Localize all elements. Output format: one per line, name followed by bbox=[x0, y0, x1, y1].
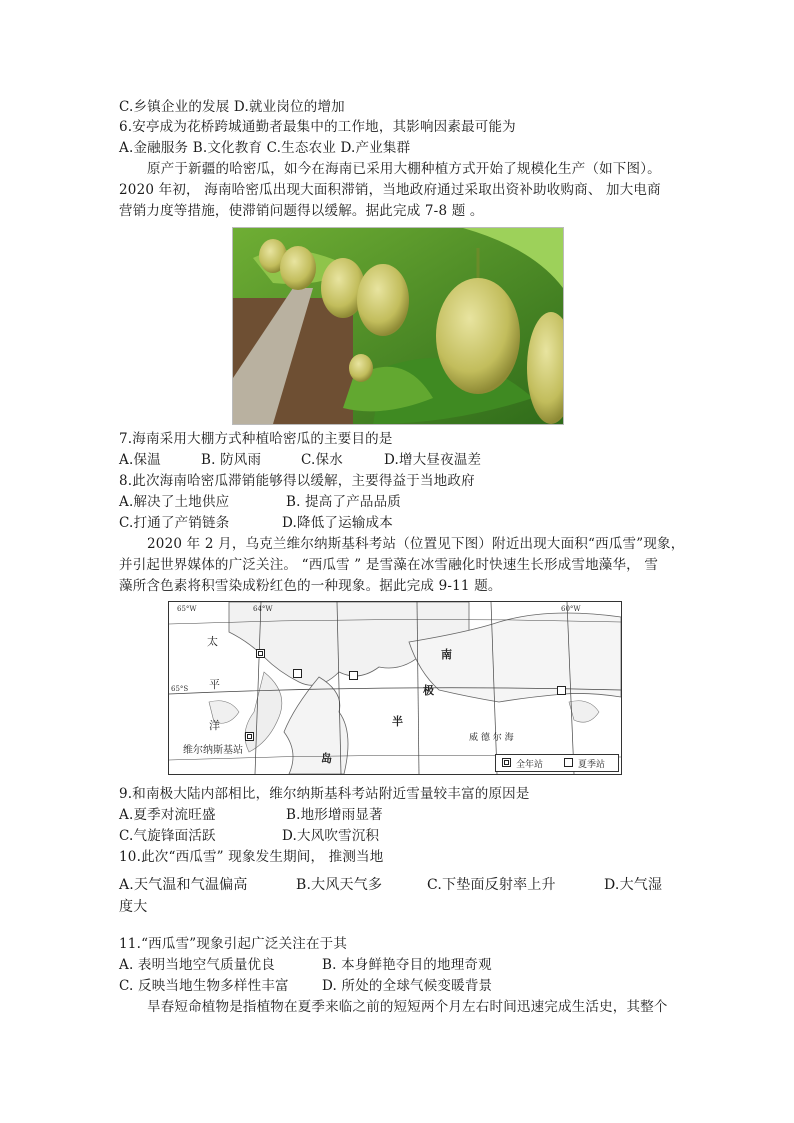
paragraph-melon-1: 原产于新疆的哈密瓜，如今在海南已采用大棚种植方式开始了规模化生产（如下图）。 bbox=[147, 161, 661, 177]
legend-year-round-icon bbox=[502, 758, 511, 767]
paragraph-ephemeral: 旱春短命植物是指植物在夏季来临之前的短短两个月左右时间迅速完成生活史，其整个 bbox=[147, 999, 668, 1015]
ocean-label-2: 平 bbox=[209, 678, 220, 691]
legend-summer-label: 夏季站 bbox=[578, 760, 606, 770]
year-round-station-marker bbox=[256, 649, 265, 658]
q9-option-d: D.大风吹雪沉积 bbox=[282, 828, 380, 844]
q11-option-d: D. 所处的全球气候变暖背景 bbox=[322, 978, 493, 994]
q11-option-b: B. 本身鲜艳夺目的地理奇观 bbox=[322, 957, 492, 973]
summer-station-marker bbox=[293, 669, 302, 678]
q7-option-d: D.增大昼夜温差 bbox=[384, 452, 482, 468]
question-11: 11.“西瓜雪”现象引起广泛关注在于其 bbox=[119, 936, 348, 952]
q10-option-a: A.天气温和气温偏高 bbox=[119, 877, 248, 893]
q7-option-c: C.保水 bbox=[301, 452, 343, 468]
q10-option-c: C.下垫面反射率上升 bbox=[427, 877, 556, 893]
vernadsky-station-label: 维尔纳斯基站 bbox=[183, 745, 243, 756]
melon-greenhouse-photo bbox=[232, 227, 564, 425]
lon-label-3: 60°W bbox=[561, 605, 581, 613]
q8-option-b: B. 提高了产品品质 bbox=[286, 494, 402, 510]
legend-year-round-label: 全年站 bbox=[516, 760, 544, 770]
summer-station-marker bbox=[349, 671, 358, 680]
paragraph-snow-3: 藻所含色素将积雪染成粉红色的一种现象。据此完成 9-11 题。 bbox=[119, 578, 502, 594]
question-10: 10.此次“西瓜雪” 现象发生期间， 推测当地 bbox=[119, 849, 384, 865]
peninsula-label-2: 极 bbox=[423, 684, 434, 697]
ocean-label-1: 太 bbox=[207, 635, 218, 648]
q9-option-b: B.地形增雨显著 bbox=[286, 807, 383, 823]
map-legend bbox=[495, 754, 619, 772]
paragraph-melon-2: 2020 年初， 海南哈密瓜出现大面积滞销，当地政府通过采取出资补助收购商、 加大电商 bbox=[119, 182, 661, 198]
q8-option-d: D.降低了运输成本 bbox=[282, 515, 393, 531]
q9-option-a: A.夏季对流旺盛 bbox=[119, 807, 216, 823]
peninsula-label-4: 岛 bbox=[321, 752, 332, 765]
peninsula-label-1: 南 bbox=[441, 648, 452, 661]
ocean-label-3: 洋 bbox=[209, 719, 220, 732]
question-10-option-d-cont: 度大 bbox=[119, 899, 148, 915]
q8-option-a: A.解决了土地供应 bbox=[119, 494, 230, 510]
lon-label-1: 65°W bbox=[177, 605, 197, 613]
peninsula-label-3: 半 bbox=[392, 715, 403, 728]
paragraph-snow-2: 并引起世界媒体的广泛关注。 “西瓜雪 ” 是雪藻在冰雪融化时快速生长形成雪地藻华， 雪 bbox=[119, 557, 659, 573]
question-7: 7.海南采用大棚方式种植哈密瓜的主要目的是 bbox=[119, 431, 393, 447]
question-6: 6.安亭成为花桥跨城通勤者最集中的工作地，其影响因素最可能为 bbox=[119, 119, 516, 135]
q9-option-c: C.气旋锋面活跃 bbox=[119, 828, 216, 844]
vernadsky-station-marker bbox=[245, 732, 254, 741]
paragraph-melon-3: 营销力度等措施，使滞销问题得以缓解。据此完成 7-8 题 。 bbox=[119, 203, 484, 219]
paragraph-snow-1: 2020 年 2 月，乌克兰维尔纳斯基科考站（位置见下图）附近出现大面积“西瓜雪”现象， bbox=[147, 536, 685, 552]
q11-option-a: A. 表明当地空气质量优良 bbox=[119, 957, 275, 973]
q7-option-a: A.保温 bbox=[119, 452, 161, 468]
question-9: 9.和南极大陆内部相比，维尔纳斯基科考站附近雪量较丰富的原因是 bbox=[119, 786, 530, 802]
q11-option-c: C. 反映当地生物多样性丰富 bbox=[119, 978, 289, 994]
q10-option-b: B.大风天气多 bbox=[296, 877, 383, 893]
q8-option-c: C.打通了产销链条 bbox=[119, 515, 230, 531]
antarctic-peninsula-map bbox=[168, 601, 622, 775]
question-6-options: A.金融服务 B.文化教育 C.生态农业 D.产业集群 bbox=[119, 140, 411, 156]
lon-label-2: 64°W bbox=[253, 605, 273, 613]
q7-option-b: B. 防风雨 bbox=[201, 452, 262, 468]
question-8: 8.此次海南哈密瓜滞销能够得以缓解，主要得益于当地政府 bbox=[119, 473, 475, 489]
summer-station-marker bbox=[557, 686, 566, 695]
q10-option-d: D.大气湿 bbox=[604, 877, 663, 893]
legend-summer-icon bbox=[564, 758, 573, 767]
lat-label: 65°S bbox=[171, 685, 189, 693]
option-line-5cd: C.乡镇企业的发展 D.就业岗位的增加 bbox=[119, 99, 345, 115]
weddell-sea-label: 威 德 尔 海 bbox=[469, 733, 514, 743]
